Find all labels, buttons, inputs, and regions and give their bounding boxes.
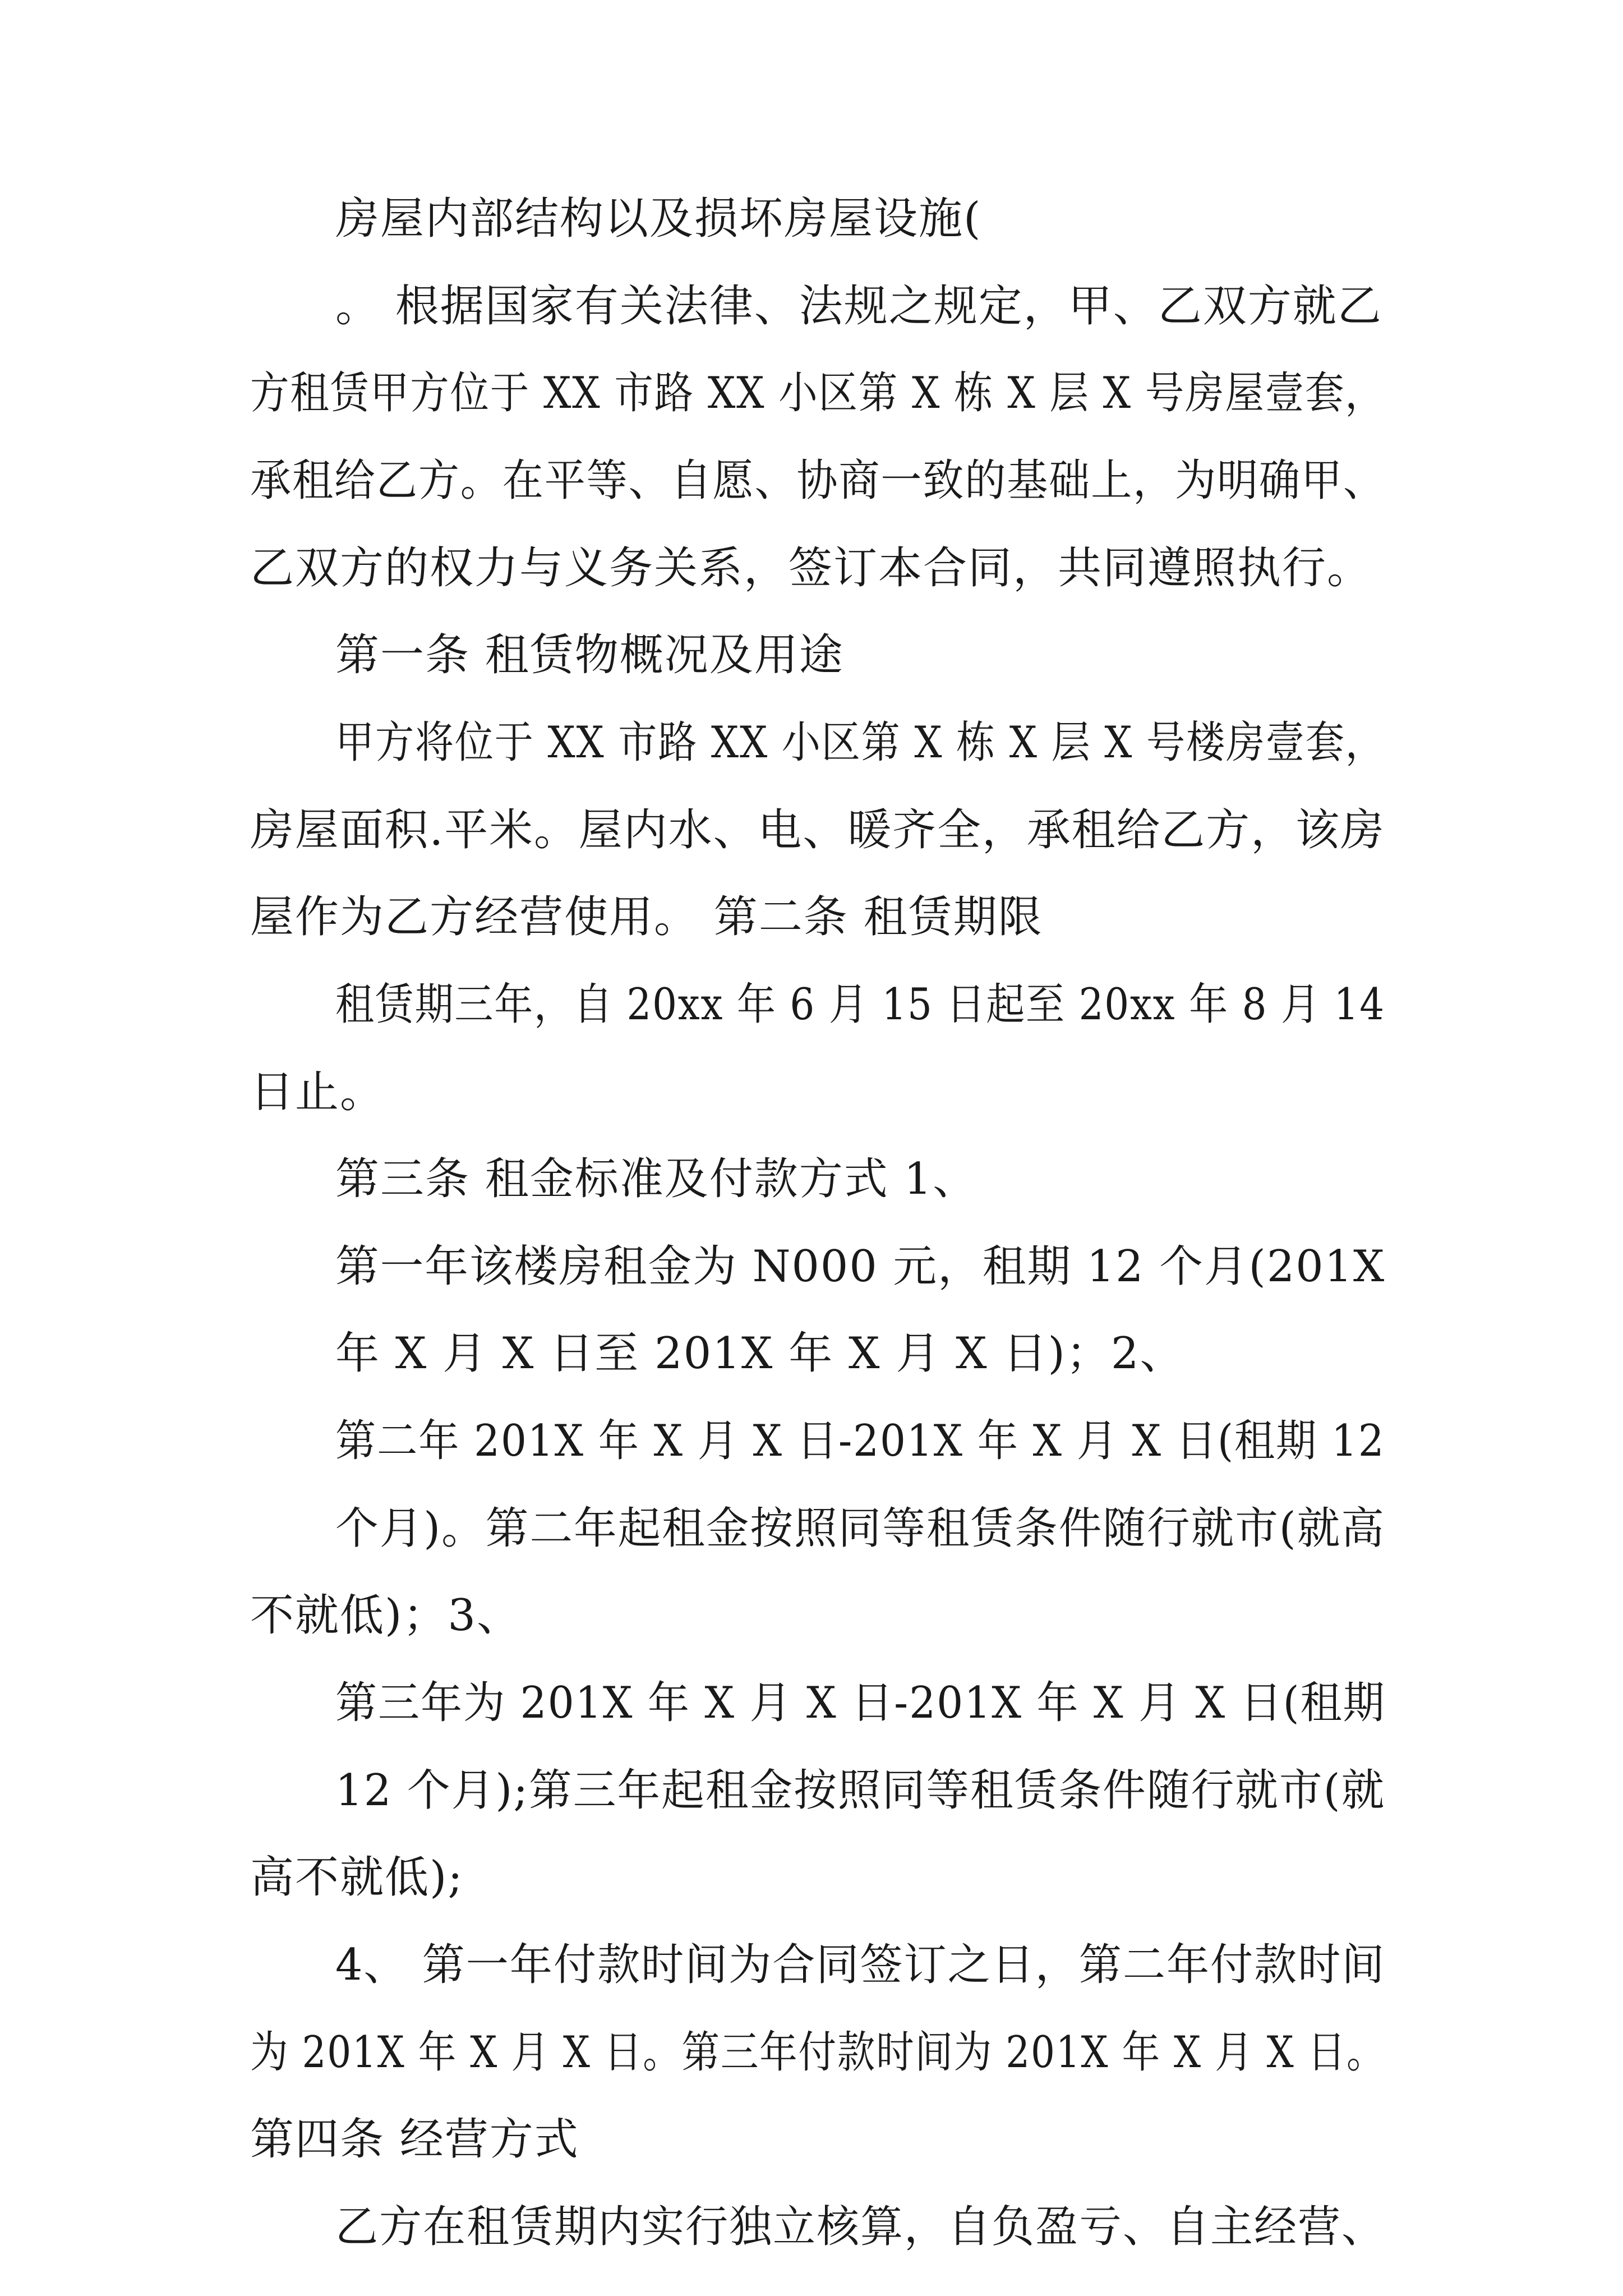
text-line: 第三条 租金标准及付款方式 1、 (335, 1154, 978, 1204)
text-line: 高不就低); (250, 1852, 464, 1903)
text-line: 为 201X 年 X 月 X 日。第三年付款时间为 201X 年 X 月 X 日。 (250, 2027, 1386, 2078)
text-line: 屋作为乙方经营使用。 第二条 租赁期限 (250, 892, 1043, 942)
text-line: 日止。 (250, 1067, 385, 1117)
text-line: 乙双方的权力与义务关系，签订本合同，共同遵照执行。 (250, 543, 1372, 593)
text-line: 。 根据国家有关法律、法规之规定，甲、乙双方就乙 (335, 281, 1382, 332)
text-line: 租赁期三年，自 20xx 年 6 月 15 日起至 20xx 年 8 月 14 (335, 979, 1385, 1030)
text-line: 第一年该楼房租金为 N000 元，租期 12 个月(201X (335, 1241, 1386, 1292)
text-line: 第四条 经营方式 (250, 2114, 579, 2165)
text-line: 第二年 201X 年 X 月 X 日-201X 年 X 月 X 日(租期 12 (335, 1416, 1385, 1466)
text-line: 不就低)；3、 (250, 1590, 522, 1641)
text-line: 方租赁甲方位于 XX 市路 XX 小区第 X 栋 X 层 X 号房屋壹套， (250, 368, 1385, 418)
text-line: 12 个月);第三年起租金按照同等租赁条件随行就市(就 (335, 1765, 1386, 1816)
text-line: 甲方将位于 XX 市路 XX 小区第 X 栋 X 层 X 号楼房壹套， (335, 717, 1385, 768)
text-line: 4、 第一年付款时间为合同签订之日，第二年付款时间 (335, 1940, 1386, 1990)
text-line: 房屋内部结构以及损坏房屋设施( (335, 194, 982, 244)
text-line: 第三年为 201X 年 X 月 X 日-201X 年 X 月 X 日(租期 (335, 1678, 1386, 1728)
text-line: 承租给乙方。在平等、自愿、协商一致的基础上，为明确甲、 (250, 455, 1385, 506)
text-line: 乙方在租赁期内实行独立核算，自负盈亏、自主经营、 (335, 2202, 1386, 2252)
text-line: 个月)。第二年起租金按照同等租赁条件随行就市(就高 (335, 1503, 1385, 1554)
text-line: 第一条 租赁物概况及用途 (335, 630, 844, 680)
text-line: 房屋面积.平米。屋内水、电、暖齐全，承租给乙方，该房 (250, 805, 1385, 855)
text-line: 年 X 月 X 日至 201X 年 X 月 X 日)；2、 (335, 1328, 1185, 1379)
